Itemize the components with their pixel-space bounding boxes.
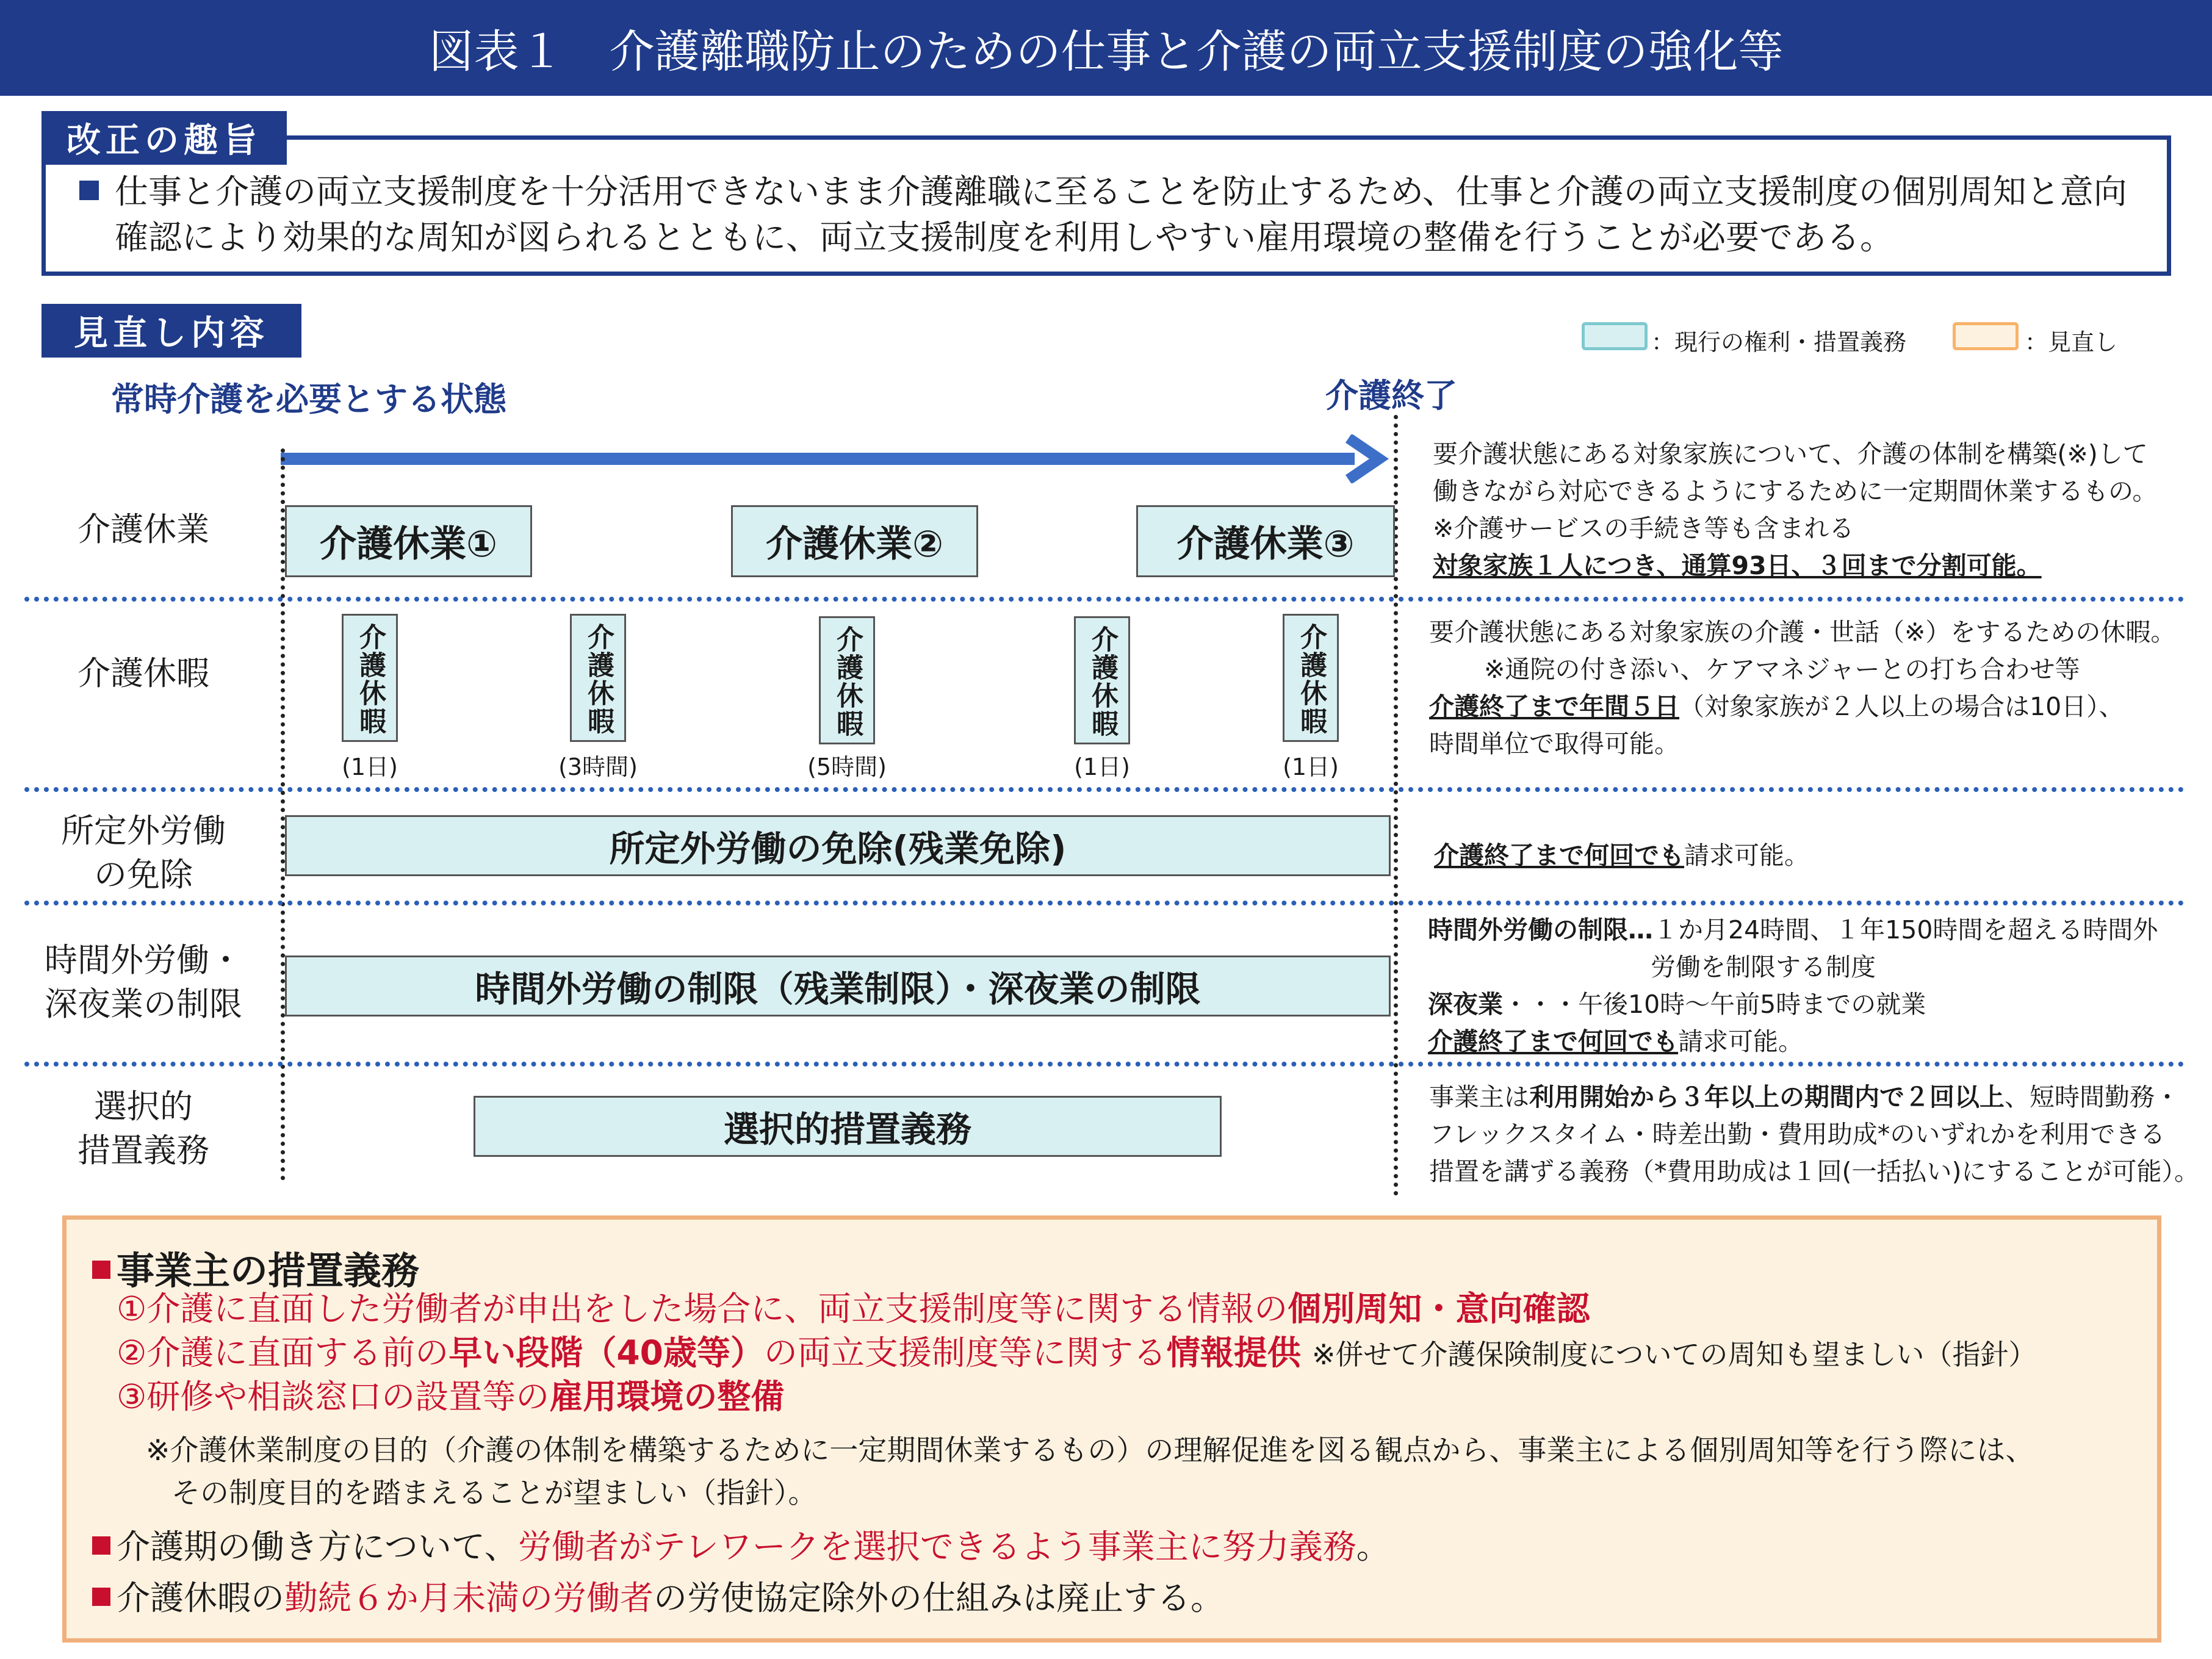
overtime-limit-label-1: 時間外労働・ [45,941,242,979]
obligation-item-1-emph: 個別周知・意向確認 [1288,1289,1590,1328]
obligation-item-2-emph-a: 早い段階（40歳等） [449,1333,764,1372]
obligation-item-3-emph: 雇用環境の整備 [549,1377,785,1416]
abolish-text-a: 介護休暇の [117,1578,285,1618]
care-holiday-box-4: 介護休暇 [1074,616,1130,744]
overtime-limit-label-2: 深夜業の制限 [45,985,242,1023]
selective-measures-label-1: 選択的 [94,1087,193,1126]
selective-measures-box: 選択的措置義務 [474,1096,1222,1157]
care-leave-box-2: 介護休業② [731,505,978,577]
red-bullet-icon [92,1261,110,1279]
abolish-text-emph: 勤続６か月未満の労働者 [284,1578,654,1618]
care-holiday-caption-1: (1日) [342,754,398,780]
obligation-item-1-text: ①介護に直面した労働者が申出をした場合に、両立支援制度等に関する情報の [117,1289,1288,1328]
telework-text-c: 。 [1356,1527,1390,1566]
legend-current-label: ：現行の権利・措置義務 [1651,329,1907,356]
overtime-exemption-desc-a: 介護終了まで何回でも [1434,841,1684,870]
telework-obligation [92,1525,1390,1569]
abolish-exclusion [92,1576,1224,1620]
care-leave-box-1: 介護休業① [285,505,532,577]
obligation-item-1 [117,1287,1590,1331]
timeline-arrow [281,434,1403,483]
purpose-tag: 改正の趣旨 [41,111,287,165]
overtime-limit-box: 時間外労働の制限（残業制限）・深夜業の制限 [285,955,1391,1017]
start-state-label: 常時介護を必要とする状態 [111,380,506,419]
overtime-limit-description [1428,912,2203,1060]
care-leave-desc-4: 対象家族１人につき、通算93日、３回まで分割可能。 [1433,551,2042,580]
overtime-limit-desc-1b: １か月24時間、１年150時間を超える時間外 [1653,915,2158,945]
obligation-item-2-text-c: の両立支援制度等に関する [763,1333,1167,1372]
overtime-limit-desc-3a: 深夜業 [1428,990,1503,1019]
selective-desc-1b: 利用開始から３年以上の期間内で２回以上 [1529,1082,2005,1112]
care-leave-desc-3: ※介護サービスの手続き等も含まれる [1433,514,1854,543]
telework-text-emph: 労働者がテレワークを選択できるよう事業主に努力義務 [517,1527,1356,1566]
obligation-item-3 [117,1375,784,1419]
obligations-heading: 事業主の措置義務 [117,1248,420,1293]
selective-measures-description [1429,1079,2204,1190]
selective-desc-3: 措置を講ずる義務（*費用助成は１回(一括払い)にすることが可能）。 [1429,1157,2199,1186]
purpose-line-1: 仕事と介護の両立支援制度を十分活用できないまま介護離職に至ることを防止するため、仕事と介護の両立支援制度の個別周知と意向 [115,172,2127,211]
row-label-overtime-exemption [24,809,262,897]
care-holiday-box-1: 介護休暇 [342,614,398,742]
care-holiday-box-5: 介護休暇 [1283,614,1339,742]
care-holiday-caption-3: (5時間) [807,754,887,780]
care-holiday-desc-3a: 介護終了まで年間５日 [1429,692,1679,721]
care-leave-desc-1: 要介護状態にある対象家族について、介護の体制を構築(※)して [1433,439,2148,469]
end-state-label: 介護終了 [1325,376,1457,415]
row-label-care-holiday: 介護休暇 [77,654,209,693]
obligation-item-3-text: ③研修や相談窓口の設置等の [117,1377,550,1416]
overtime-exemption-label-2: の免除 [94,855,193,894]
care-holiday-box-3: 介護休暇 [819,616,875,744]
row-separator [24,901,2185,905]
obligation-item-2-text-a: ②介護に直面する前の [117,1333,449,1372]
care-holiday-caption-5: (1日) [1283,754,1339,780]
selective-measures-label-2: 措置義務 [77,1131,209,1170]
obligation-item-2-emph-d: 情報提供 [1166,1333,1301,1372]
care-holiday-box-2: 介護休暇 [570,614,626,742]
overtime-exemption-desc-b: 請求可能。 [1684,841,1809,870]
row-label-care-leave: 介護休業 [77,510,209,549]
overtime-limit-desc-3b: ・・・午後10時～午前5時までの就業 [1503,990,1926,1019]
row-separator [24,1062,2185,1067]
care-holiday-description [1429,614,2198,763]
review-tag: 見直し内容 [41,304,301,358]
legend-revised-label: ：見直し [2025,329,2118,356]
overtime-limit-desc-4b: 請求可能。 [1678,1027,1803,1056]
obligations-note-1: ※介護休業制度の目的（介護の体制を構築するために一定期間休業するもの）の理解促進を図る観点から、事業主による個別周知等を行う際には、 [146,1434,2034,1467]
obligations-note [146,1430,2034,1515]
care-holiday-desc-3b: （対象家族が２人以上の場合は10日）、 [1679,692,2124,721]
row-separator [24,787,2185,792]
overtime-limit-desc-1a: 時間外労働の制限… [1428,915,1653,945]
selective-desc-1c: 、短時間勤務・ [2005,1082,2180,1112]
purpose-line-2: 確認により効果的な周知が図られるとともに、両立支援制度を利用しやすい雇用環境の整備を行うことが必要である。 [115,218,1894,257]
care-holiday-desc-2: ※通院の付き添い、ケアマネジャーとの打ち合わせ等 [1484,655,2080,684]
red-bullet-icon [92,1536,110,1555]
care-leave-description [1433,436,2196,585]
obligations-note-2: その制度目的を踏まえることが望ましい（指針）。 [171,1477,817,1510]
page-title: 図表１ 介護離職防止のための仕事と介護の両立支援制度の強化等 [0,0,2212,96]
row-separator [24,597,2185,602]
abolish-text-c: の労使協定除外の仕組みは廃止する。 [654,1578,1225,1618]
red-bullet-icon [92,1588,110,1606]
overtime-limit-desc-2: 労働を制限する制度 [1651,952,1876,982]
overtime-exemption-box: 所定外労働の免除(残業免除) [285,815,1391,876]
row-label-selective-measures [24,1085,262,1173]
care-holiday-desc-4: 時間単位で取得可能。 [1429,729,1679,758]
telework-text-a: 介護期の働き方について、 [117,1527,518,1566]
obligation-item-2-note: ※併せて介護保険制度についての周知も望ましい（指針） [1311,1338,2037,1371]
overtime-exemption-label-1: 所定外労働 [61,812,226,850]
selective-desc-1a: 事業主は [1429,1082,1529,1112]
care-leave-desc-2: 働きながら対応できるようにするために一定期間休業するもの。 [1433,477,2158,506]
employer-obligations-box [62,1215,2161,1643]
purpose-box [41,135,2171,276]
selective-desc-2: フレックスタイム・時差出勤・費用助成*のいずれかを利用できる [1429,1120,2166,1149]
overtime-exemption-description [1434,837,1809,874]
obligation-item-2 [117,1331,2037,1377]
care-holiday-desc-1: 要介護状態にある対象家族の介護・世話（※）をするための休暇。 [1429,617,2176,647]
legend-revised-swatch [1953,322,2019,350]
row-label-overtime-limit [24,938,262,1026]
care-holiday-caption-2: (3時間) [558,754,638,780]
start-vertical-line [281,448,285,1181]
care-leave-box-3: 介護休業③ [1136,505,1395,577]
bullet-square-icon [79,181,99,200]
care-holiday-caption-4: (1日) [1074,754,1130,780]
legend-current-swatch [1582,322,1648,350]
overtime-limit-desc-4a: 介護終了まで何回でも [1428,1027,1678,1056]
